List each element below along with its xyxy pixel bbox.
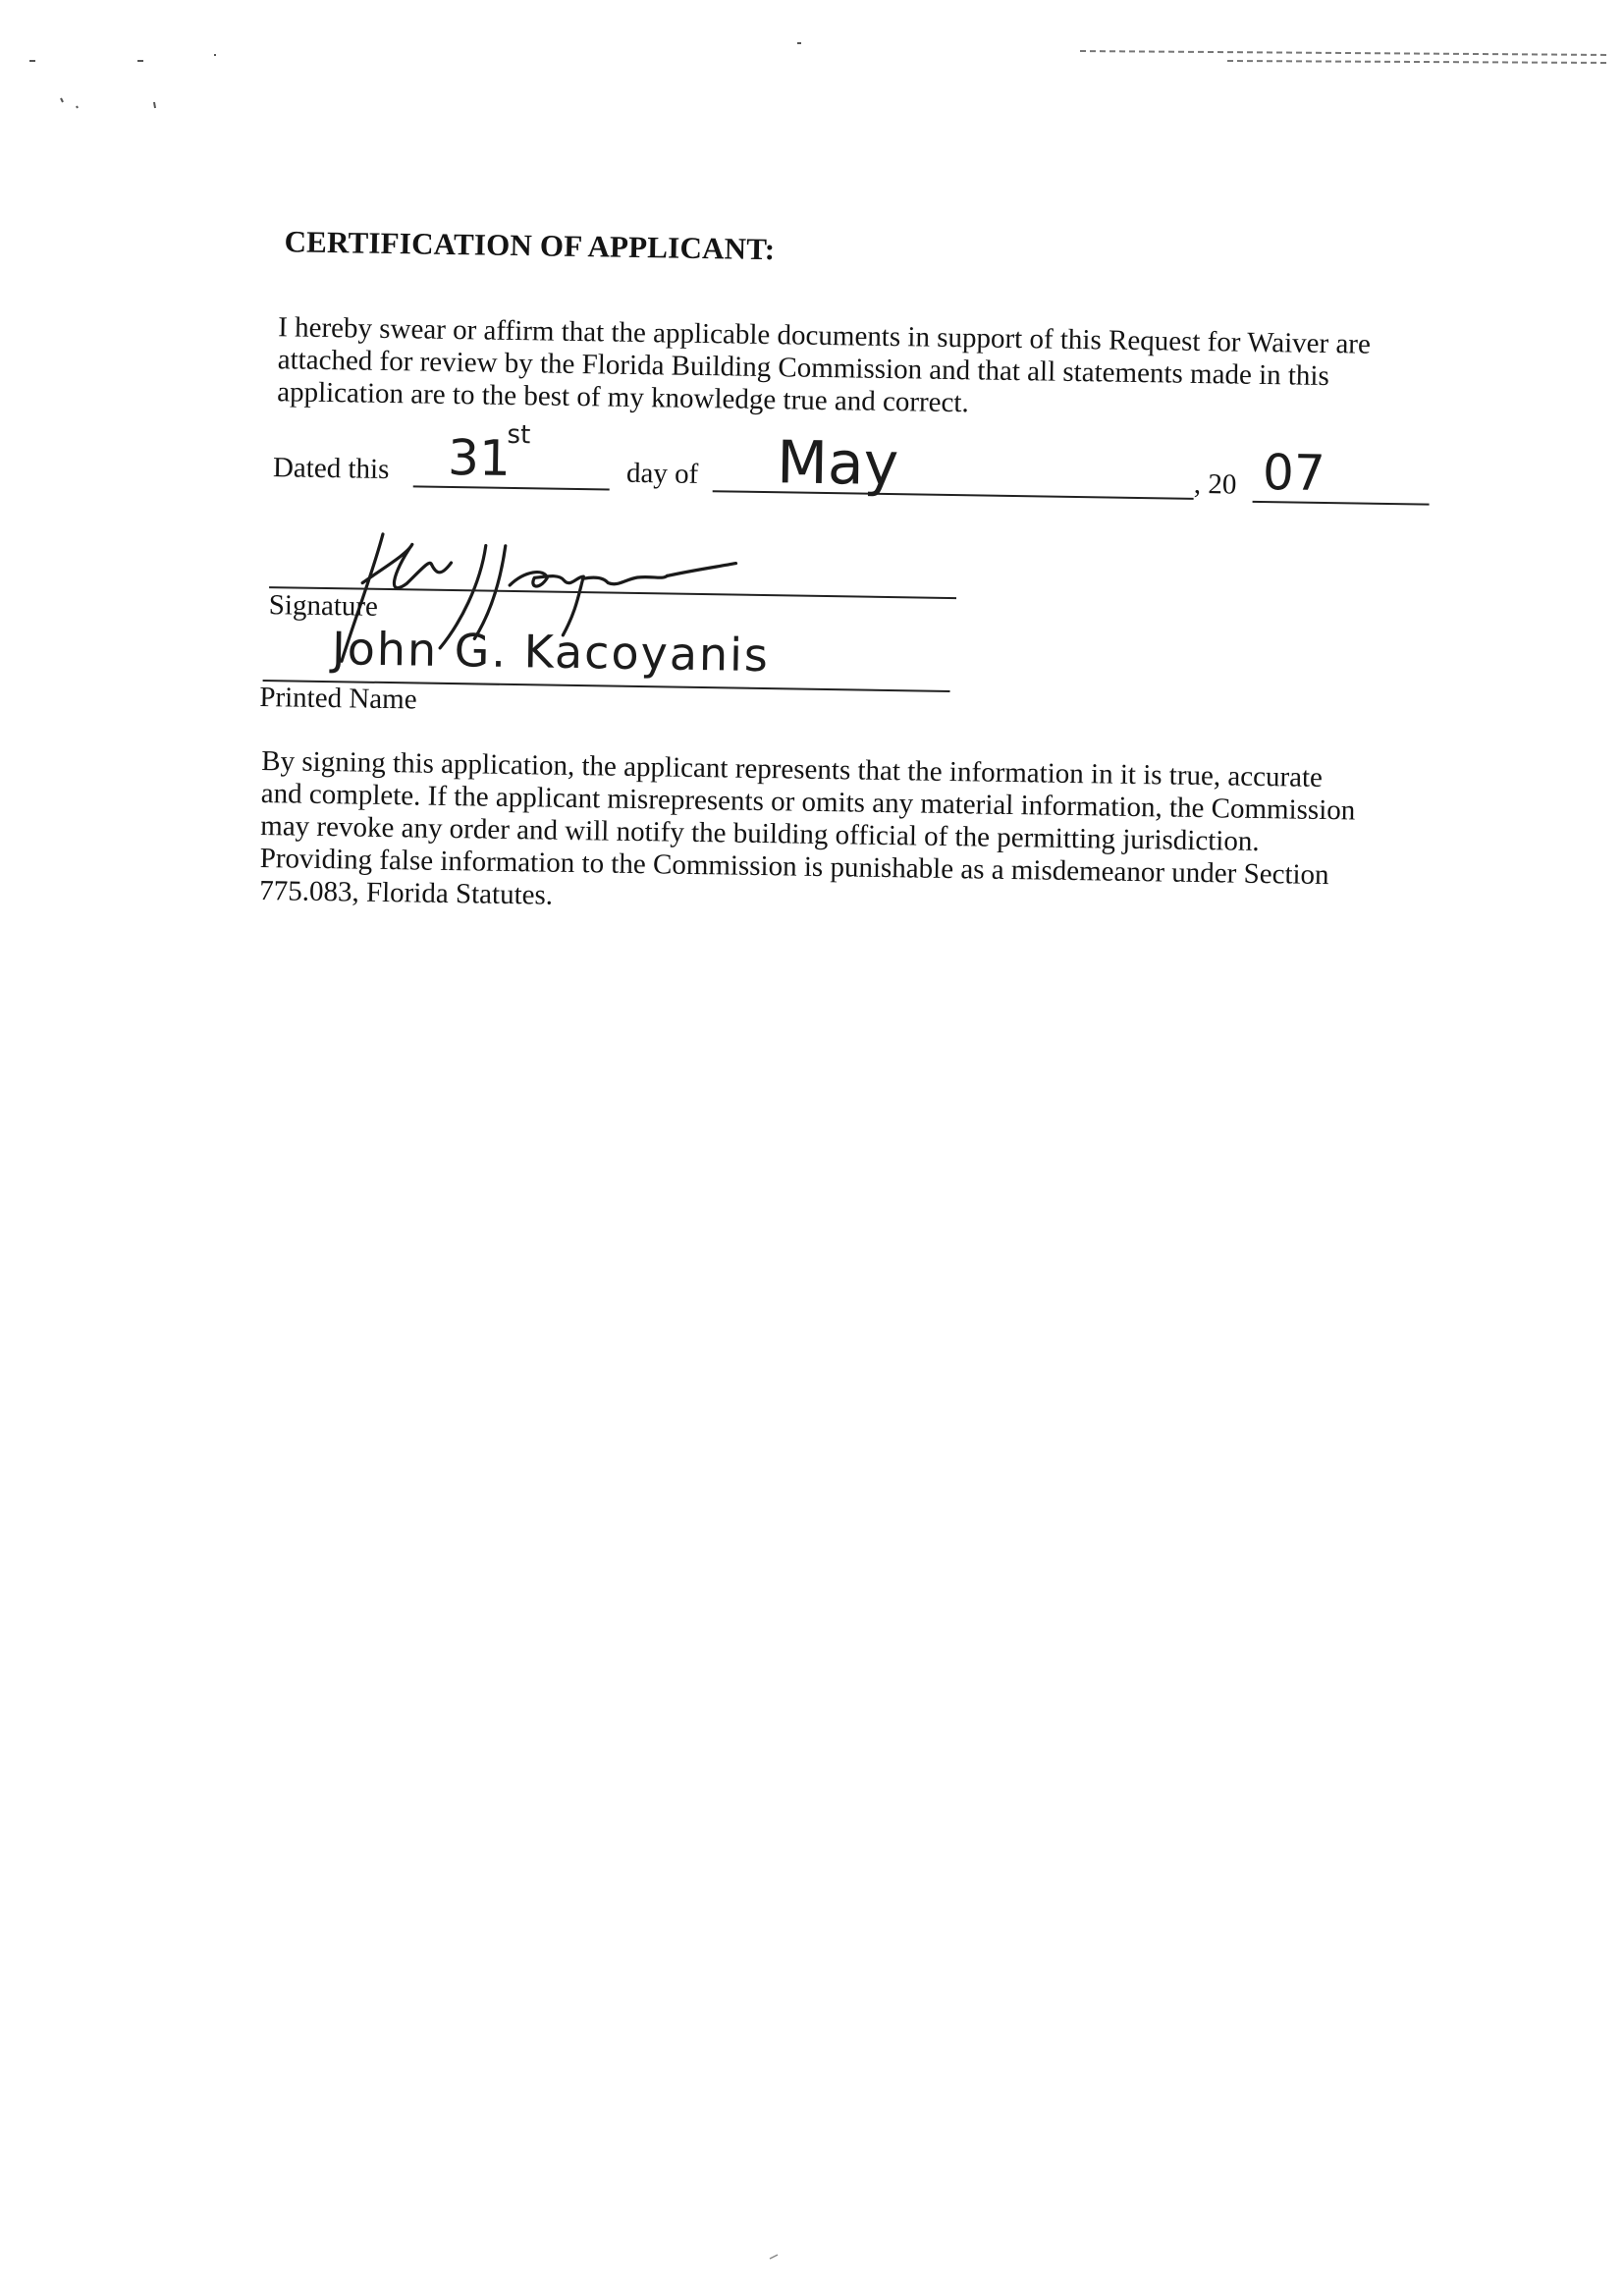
day-line xyxy=(413,485,610,490)
scan-noise-marks xyxy=(0,0,1623,118)
handwritten-day-suffix: st xyxy=(507,419,531,451)
certification-heading: CERTIFICATION OF APPLICANT: xyxy=(284,224,776,267)
handwritten-day: 31 xyxy=(447,428,512,487)
disclaimer-paragraph: By signing this application, the applicant represents that the information in it is true, accurate and complete. If the applicant misrepresents or omits any material information, the Commission may revoke any order and will notify the building official of the permitting jurisdiction. Providing false information to the Commission is punishable as a misdemeanor under Section 775.083, Florida Statutes. xyxy=(258,745,1356,911)
day-of-label: day of xyxy=(625,457,699,490)
scan-dot-mark xyxy=(766,2249,785,2269)
signature-label: Signature xyxy=(268,589,379,623)
handwritten-month: May xyxy=(776,428,899,500)
certification-section xyxy=(258,218,1443,911)
handwritten-year: 07 xyxy=(1262,443,1326,502)
printed-name-label: Printed Name xyxy=(259,681,417,716)
year-line xyxy=(1253,501,1430,506)
dated-label: Dated this xyxy=(272,452,390,486)
handwritten-printed-name: John G. Kacoyanis xyxy=(331,622,771,683)
affirmation-paragraph: I hereby swear or affirm that the applicable documents in support of this Request for Waiver are attached for review by the Florida Building Commission and that all statements made in this application are to the best of my knowledge true and correct. xyxy=(276,311,1372,419)
year-prefix-label: , 20 xyxy=(1193,467,1237,501)
